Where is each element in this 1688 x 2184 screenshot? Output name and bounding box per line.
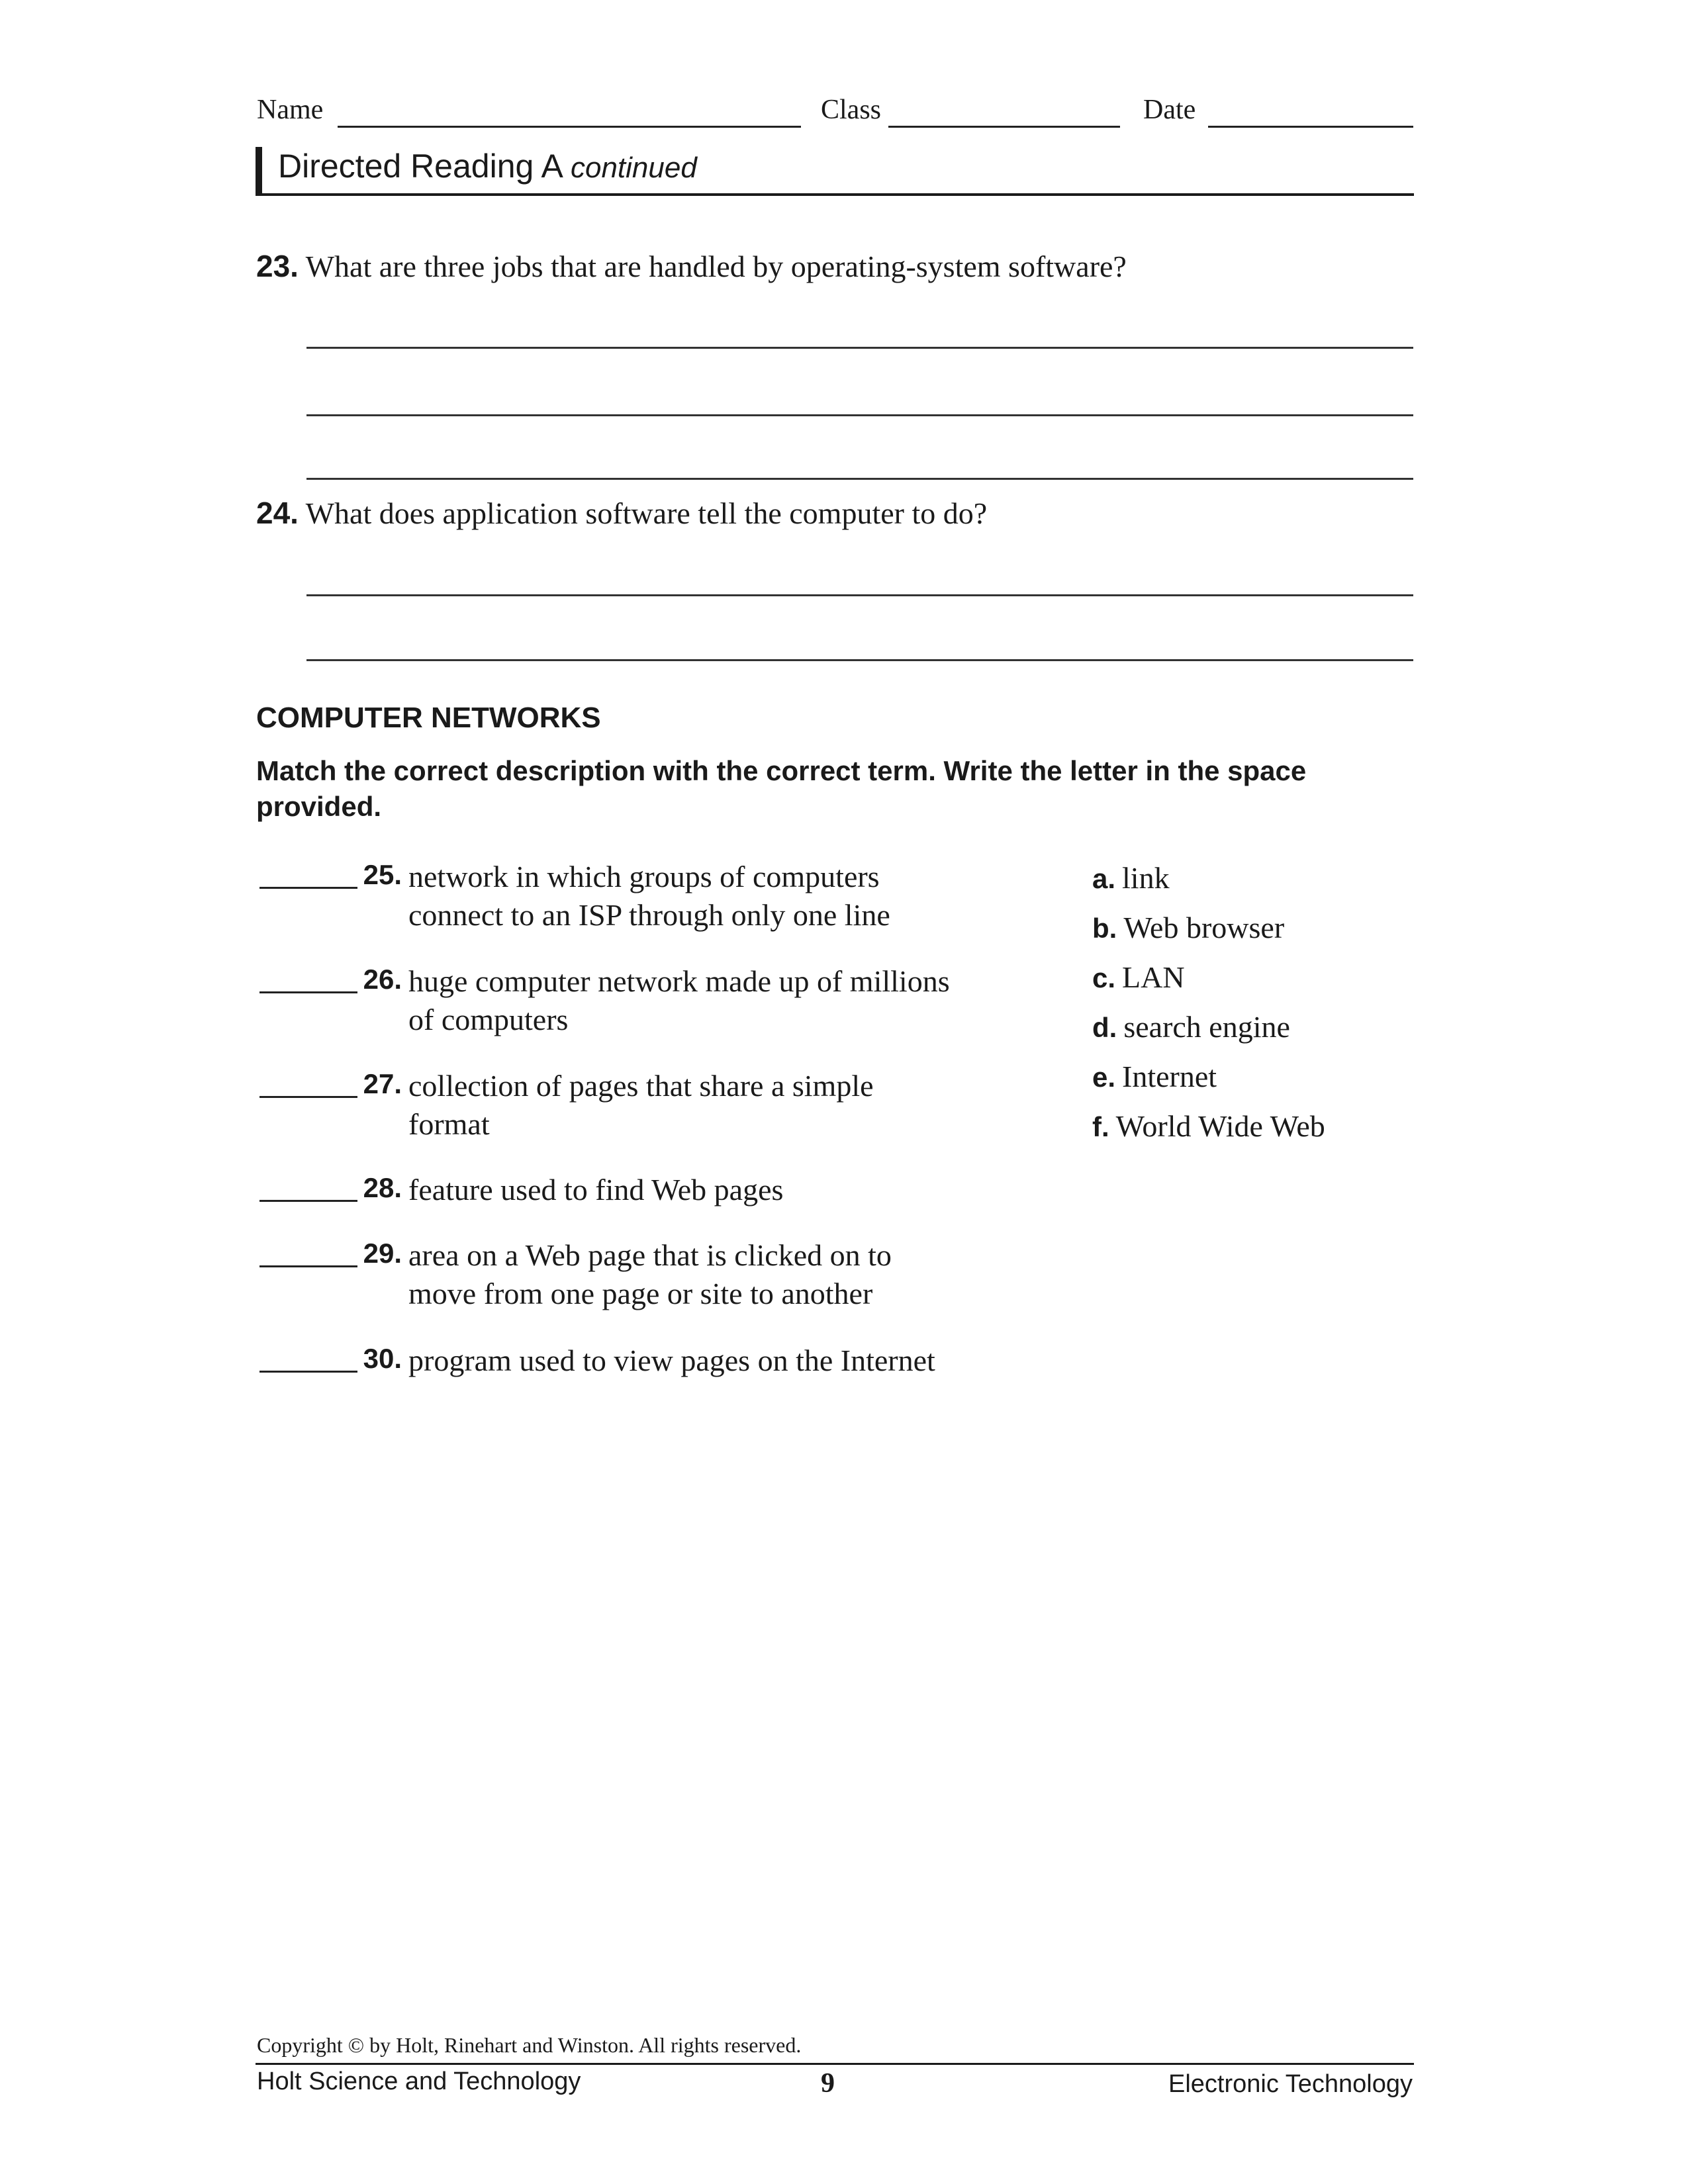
term-text: LAN — [1122, 960, 1185, 994]
item-line: area on a Web page that is clicked on to — [408, 1238, 892, 1272]
term-text: search engine — [1123, 1010, 1290, 1044]
class-field[interactable] — [888, 126, 1120, 128]
item-description — [408, 858, 1070, 934]
page-title — [278, 147, 697, 185]
item-line: collection of pages that share a simple — [408, 1069, 874, 1103]
item-line: of computers — [408, 1003, 569, 1036]
item-line: feature used to find Web pages — [408, 1173, 784, 1206]
item-description — [408, 962, 1070, 1039]
term-letter: f. — [1092, 1111, 1109, 1142]
item-description — [408, 1236, 1070, 1313]
section-title: COMPUTER NETWORKS — [256, 702, 601, 734]
item-line: format — [408, 1107, 490, 1141]
term-f — [1092, 1109, 1325, 1144]
answer-blank[interactable] — [259, 887, 357, 889]
item-number: 29. — [363, 1238, 402, 1269]
name-label: Name — [257, 95, 324, 125]
date-field[interactable] — [1208, 126, 1413, 128]
question-text: What are three jobs that are handled by operating-system software? — [305, 250, 1127, 283]
item-line: move from one page or site to another — [408, 1277, 873, 1310]
question-23 — [256, 248, 1127, 284]
page-number: 9 — [821, 2068, 835, 2099]
item-description — [408, 1171, 1070, 1209]
term-text: link — [1122, 861, 1170, 895]
item-number: 30. — [363, 1343, 402, 1374]
item-number: 27. — [363, 1068, 402, 1099]
term-text: Internet — [1122, 1060, 1217, 1093]
copyright-notice: Copyright © by Holt, Rinehart and Winston. All rights reserved. — [257, 2033, 802, 2057]
subject-name: Electronic Technology — [1168, 2070, 1413, 2098]
item-number: 25. — [363, 859, 402, 890]
answer-line[interactable] — [306, 594, 1413, 596]
term-a — [1092, 860, 1170, 895]
item-line: program used to view pages on the Internet — [408, 1343, 935, 1377]
banner-suffix: continued — [570, 152, 697, 184]
answer-blank[interactable] — [259, 1371, 357, 1373]
term-c — [1092, 960, 1185, 995]
question-24 — [256, 495, 987, 531]
answer-blank[interactable] — [259, 1096, 357, 1098]
question-number: 24. — [256, 496, 299, 530]
term-b — [1092, 910, 1284, 945]
banner-divider — [256, 193, 1414, 196]
term-letter: b. — [1092, 913, 1117, 944]
term-letter: c. — [1092, 962, 1116, 993]
term-letter: e. — [1092, 1062, 1116, 1093]
item-number: 26. — [363, 964, 402, 995]
answer-blank[interactable] — [259, 991, 357, 993]
item-line: huge computer network made up of millions — [408, 964, 950, 998]
answer-line[interactable] — [306, 414, 1413, 416]
question-text: What does application software tell the computer to do? — [305, 496, 988, 530]
item-number: 28. — [363, 1172, 402, 1203]
date-label: Date — [1143, 95, 1196, 125]
term-text: World Wide Web — [1115, 1109, 1325, 1143]
publisher-name: Holt Science and Technology — [257, 2068, 581, 2095]
name-field[interactable] — [338, 126, 801, 128]
term-letter: d. — [1092, 1012, 1117, 1043]
banner-bar — [256, 147, 262, 193]
answer-line[interactable] — [306, 659, 1413, 661]
question-number: 23. — [256, 249, 299, 283]
item-line: network in which groups of computers — [408, 860, 880, 893]
footer-divider — [256, 2063, 1414, 2065]
item-description — [408, 1067, 1070, 1144]
term-d — [1092, 1009, 1290, 1044]
answer-line[interactable] — [306, 347, 1413, 349]
class-label: Class — [821, 95, 882, 125]
item-line: connect to an ISP through only one line — [408, 898, 890, 932]
term-text: Web browser — [1123, 911, 1285, 944]
term-e — [1092, 1059, 1217, 1094]
item-description — [408, 1342, 1070, 1380]
answer-blank[interactable] — [259, 1200, 357, 1202]
term-letter: a. — [1092, 863, 1116, 894]
answer-line[interactable] — [306, 478, 1413, 480]
answer-blank[interactable] — [259, 1265, 357, 1267]
banner-title: Directed Reading A — [278, 148, 562, 185]
section-instructions: Match the correct description with the correct term. Write the letter in the space provided. — [256, 755, 1307, 822]
